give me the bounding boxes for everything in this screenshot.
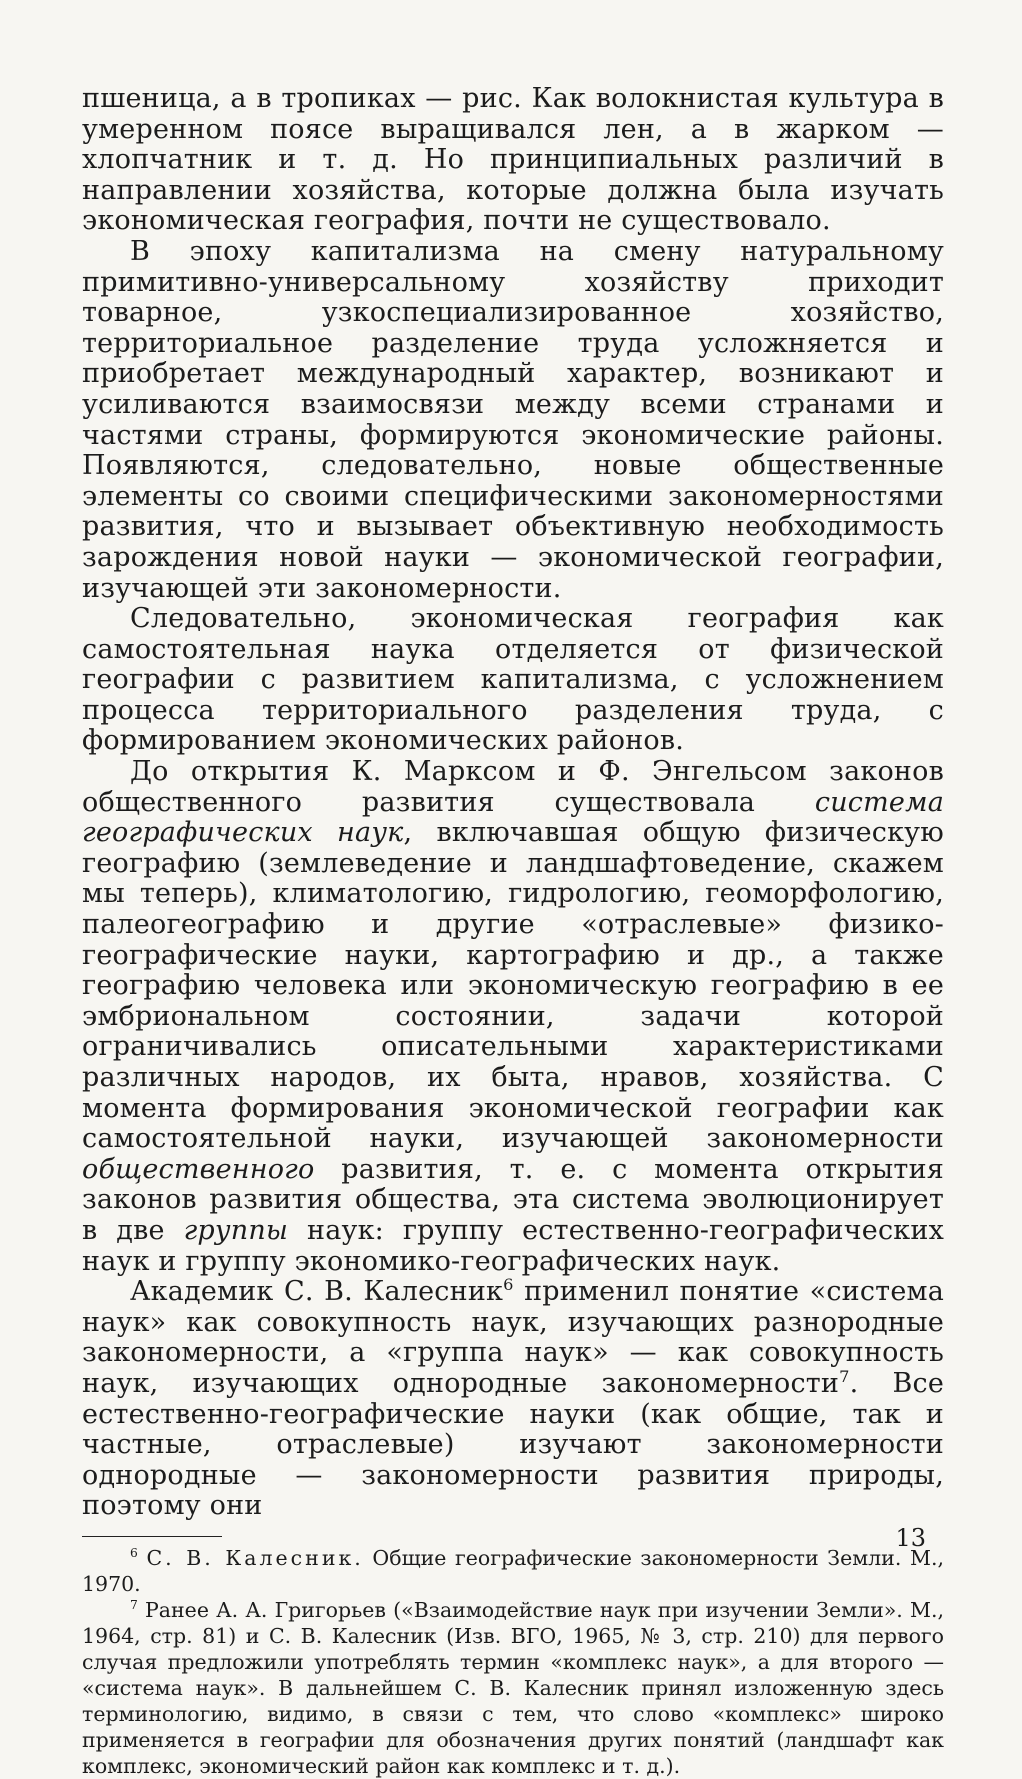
paragraph-3: Следовательно, экономическая география как самостоятельная наука отделяется от физической географии с развитием капитализма, с усложнением процесса территориального разделения труда, с формированием экономических районов. — [82, 603, 944, 757]
paragraph-4 — [82, 757, 944, 1277]
book-page — [82, 84, 944, 1779]
main-text — [82, 84, 944, 1522]
paragraph-4-emphasis-1: система географических наук — [82, 786, 944, 849]
paragraph-5 — [82, 1277, 944, 1522]
footnote-ref-6[interactable]: 6 — [503, 1275, 514, 1295]
paragraph-4-text-a: До открытия К. Марксом и Ф. Энгельсом законов общественного развития существовала — [82, 756, 944, 818]
footnote-7-text: Ранее А. А. Григорьев («Взаимодействие наук при изучении Земли». М., 1964, стр. 81) и С. В. Калесник (Изв. ВГО, 1965, № 3, стр. 210) для первого случая предложили употреблять термин «комплекс наук», а для второго — «система наук». В дальнейшем С. В. Калесник принял изложенную здесь терминологию, видимо, в связи с тем, что слово «комплекс» широко применяется в географии для обозначения других понятий (ландшафт как комплекс, экономический район как комплекс и т. д.). — [82, 1597, 944, 1778]
footnote-7-mark: 7 — [130, 1598, 138, 1613]
footnote-6 — [82, 1545, 944, 1597]
page-number: 13 — [895, 1524, 926, 1552]
paragraph-5-text-a: Академик С. В. Калесник — [130, 1276, 504, 1308]
footnote-6-text: Общие географические закономерности Земли. М., 1970. — [82, 1545, 944, 1596]
footnotes — [82, 1545, 944, 1779]
footnote-7 — [82, 1597, 944, 1779]
footnote-6-author: С. В. Калесник. — [146, 1545, 364, 1570]
paragraph-2: В эпоху капитализма на смену натуральному примитивно-универсальному хозяйству приходит товарное, узкоспециализированное хозяйство, территориальное разделение труда усложняется и приобретает международный характер, возникают и усиливаются взаимосвязи между всеми странами и частями страны, формируются экономические районы. Появляются, следовательно, новые общественные элементы со своими специфическими закономерностями развития, что и вызывает объективную необходимость зарождения новой науки — экономической географии, изучающей эти закономерности. — [82, 235, 944, 604]
paragraph-4-text-c: развития, т. е. с момента открытия законов развития общества, эта система эволюционирует в две — [82, 1153, 944, 1246]
paragraph-4-text-d: наук: группу естественно-географических наук и группу экономико-географических наук. — [82, 1214, 944, 1277]
paragraph-5-text-c: . Все естественно-географические науки (как общие, так и частные, отраслевые) изучают закономерности однородные — закономерности развития природы, поэтому они — [82, 1367, 945, 1522]
paragraph-4-text-b: , включавшая общую физическую географию (землеведение и ландшафтоведение, скажем мы теперь), климатологию, гидрологию, геоморфологию, палеогеографию и другие «отраслевые» физико-географические науки, картографию и др., а также географию человека или экономическую географию в ее эмбриональном состоянии, задачи которой ограничивались описательными характеристиками различных народов, их быта, нравов, хозяйства. С момента формирования экономической географии как самостоятельной науки, изучающей закономерности — [82, 817, 944, 1155]
paragraph-1: пшеница, а в тропиках — рис. Как волокнистая культура в умеренном поясе выращивался лен, а в жарком — хлопчатник и т. д. Но принципиальных различий в направлении хозяйства, которые должна была изучать экономическая география, почти не существовало. — [82, 83, 944, 237]
footnote-6-mark: 6 — [130, 1546, 138, 1561]
footnote-divider — [82, 1536, 222, 1537]
paragraph-5-text-b: применил понятие «система наук» как совокупность наук, изучающих разнородные закономерности, а «группа наук» — как совокупность наук, изучающих однородные закономерности — [82, 1276, 944, 1399]
paragraph-4-emphasis-3: группы — [183, 1214, 289, 1246]
paragraph-4-emphasis-2: общественного — [82, 1153, 315, 1185]
footnote-ref-7[interactable]: 7 — [839, 1366, 850, 1386]
